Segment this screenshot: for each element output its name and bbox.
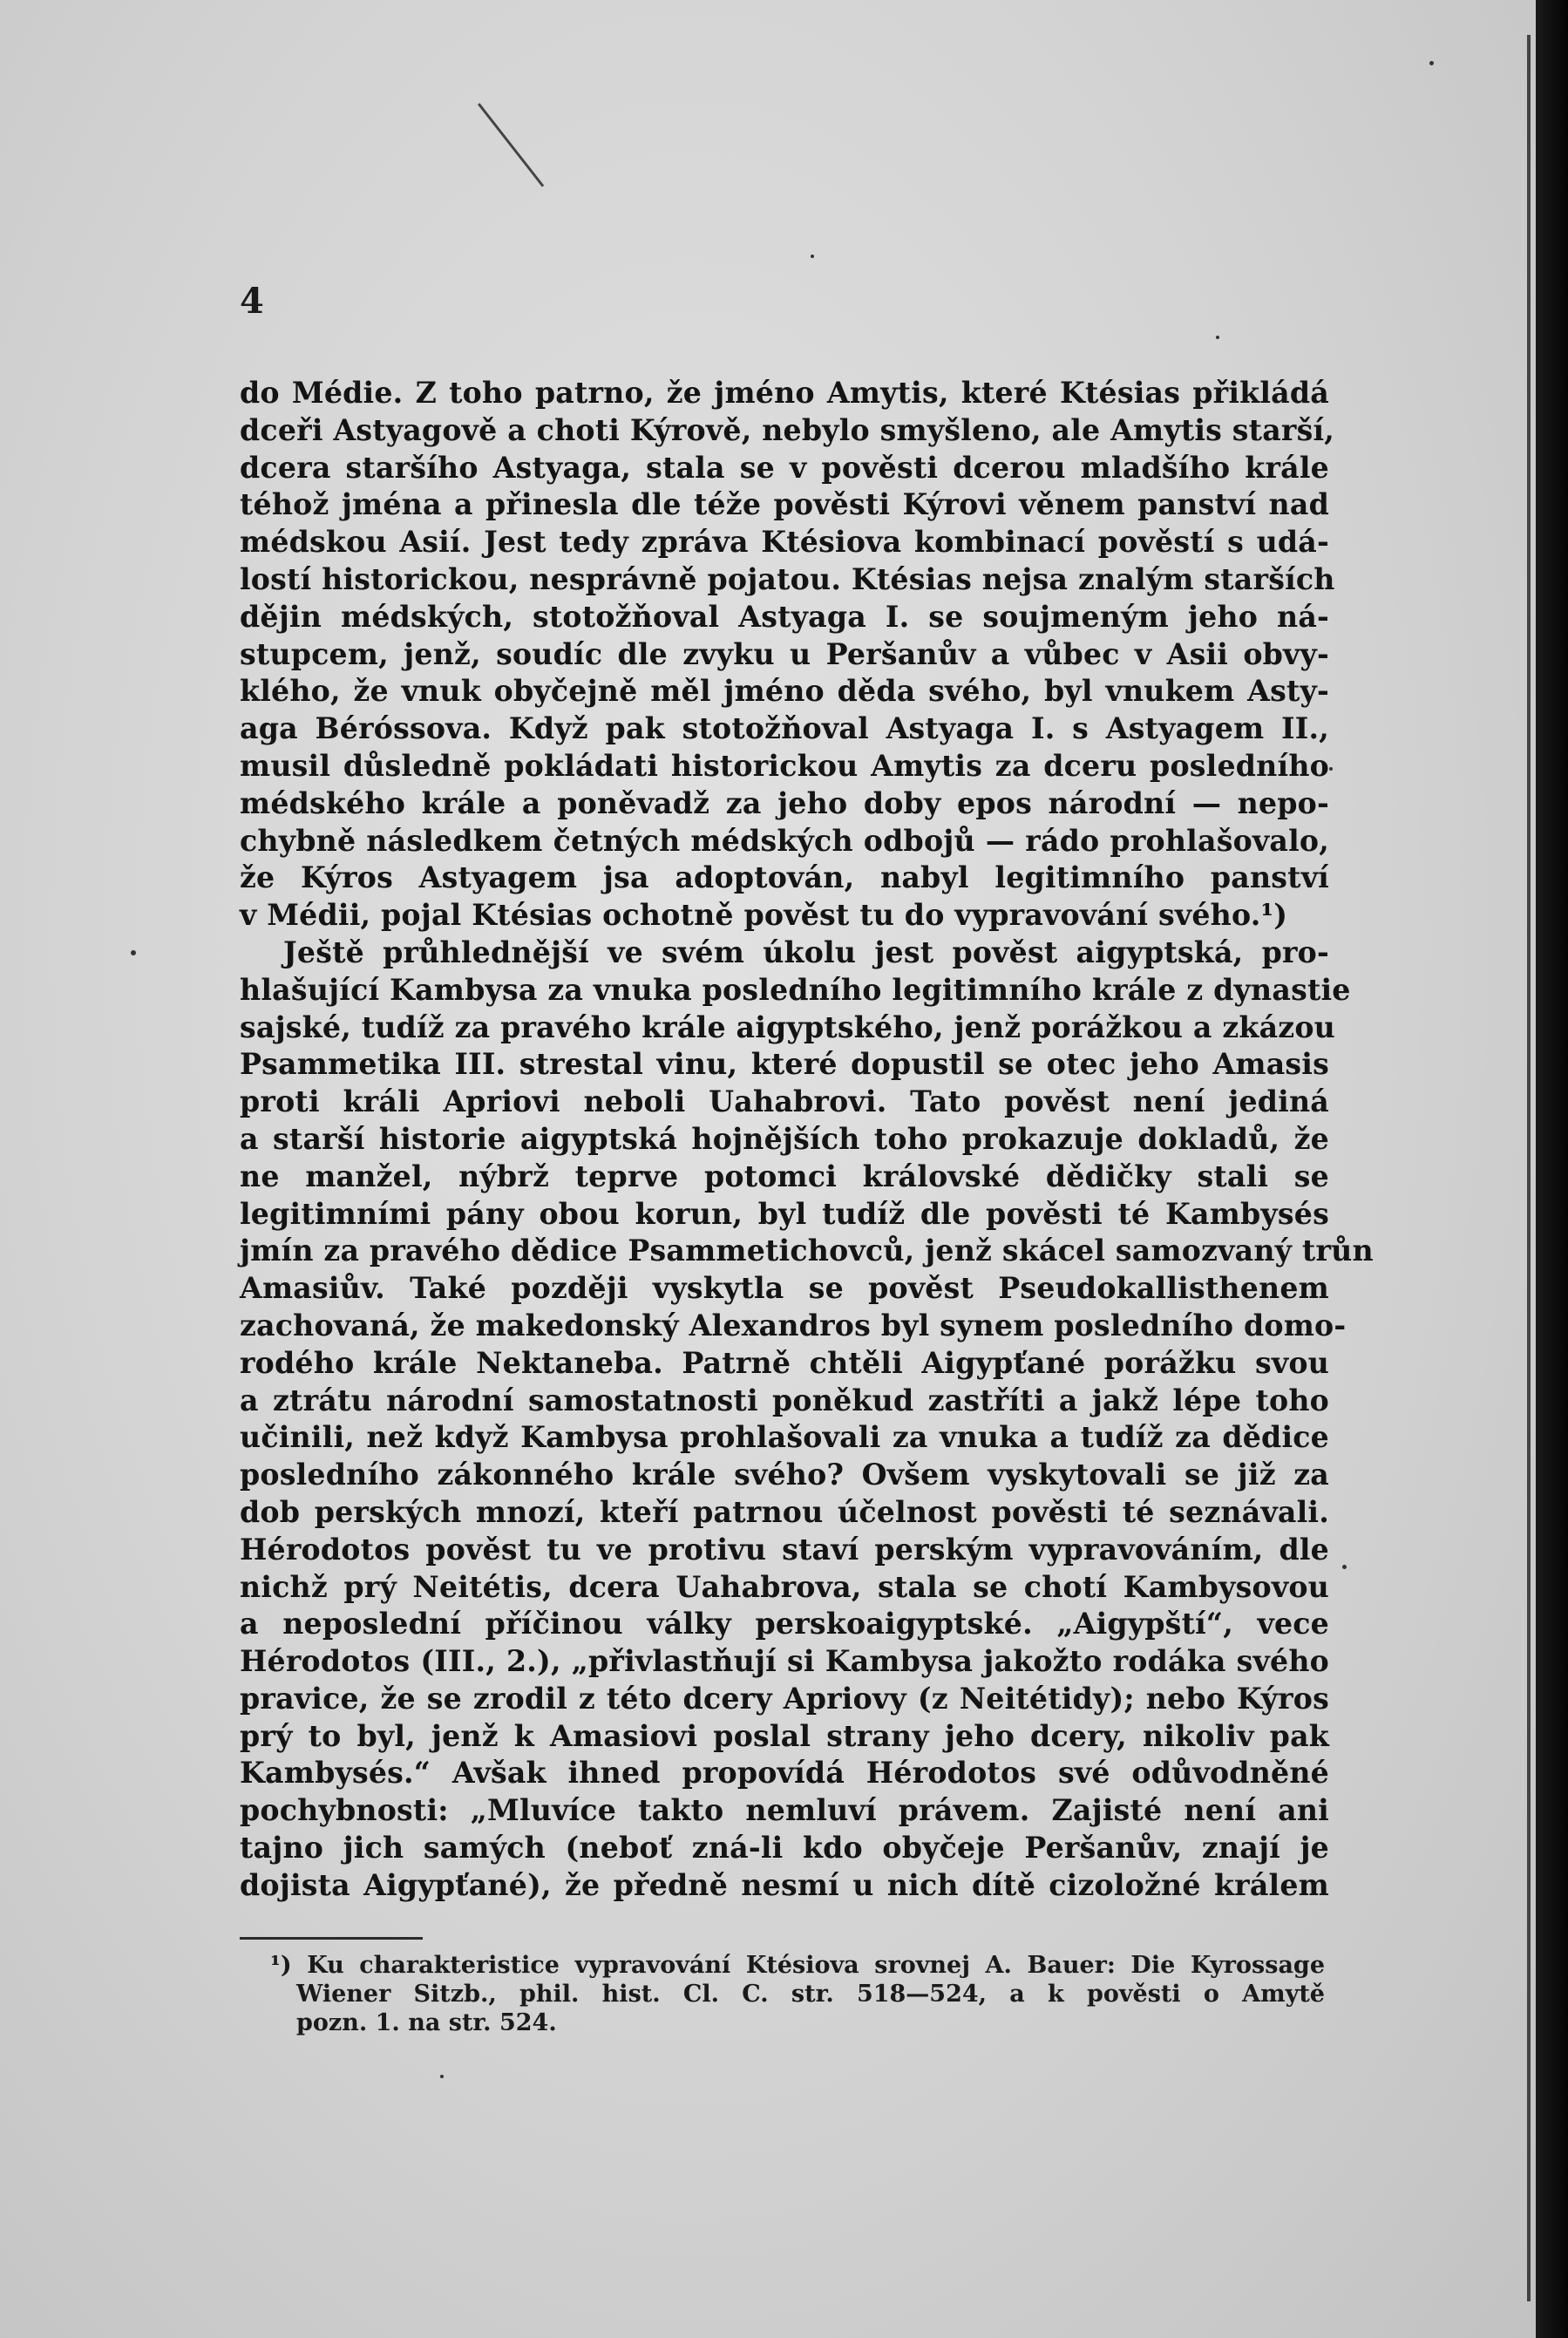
text-line: Amasiův. Také později vyskytla se pověst Pseudokallisthenem [240,1271,1329,1306]
speck [1429,61,1434,65]
text-line: dceři Astyagově a choti Kýrově, nebylo smyšleno, ale Amytis starší, [240,412,1335,447]
text-line: pochybnosti: „Mluvíce takto nemluví právem. Zajisté není ani [240,1793,1329,1828]
text-line: pravice, že se zrodil z této dcery Apriovy (z Neitétidy); nebo Kýros [240,1681,1329,1716]
text-line: Hérodotos pověst tu ve protivu staví perským vypravováním, dle [240,1532,1329,1567]
speck [1216,336,1219,339]
text-line: že Kýros Astyagem jsa adoptován, nabyl legitimního panství [240,860,1329,895]
text-line: a starší historie aigyptská hojnějších toho prokazuje dokladů, že [240,1121,1329,1156]
speck [1342,1565,1347,1569]
speck [131,950,136,955]
footnote-line: pozn. 1. na str. 524. [296,2009,557,2036]
text-line: lostí historickou, nesprávně pojatou. Ktésias nejsa znalým starších [240,561,1335,596]
text-line: chybně následkem četných médských odbojů — rádo prohlašovalo, [240,823,1329,858]
text-line: a ztrátu národní samostatnosti poněkud zastříti a jakž lépe toho [240,1383,1329,1417]
speck [1329,767,1333,771]
text-line: nichž prý Neitétis, dcera Uahabrova, stala se chotí Kambysovou [240,1569,1329,1604]
footnote-line: ¹) Ku charakteristice vypravování Ktésiova srovnej A. Bauer: Die Kyrossage [270,1952,1325,1979]
page-edge-shadow [1527,35,1531,2301]
footnote-line: Wiener Sitzb., phil. hist. Cl. C. str. 518—524, a k pověsti o Amytě [296,1981,1325,2008]
text-line: dob perských mnozí, kteří patrnou účelnost pověsti té seznávali. [240,1494,1329,1529]
text-line: rodého krále Nektaneba. Patrně chtěli Aigypťané porážku svou [240,1345,1329,1380]
scratch-mark [478,103,544,187]
text-line: Psammetika III. strestal vinu, které dopustil se otec jeho Amasis [240,1047,1329,1082]
text-line: klého, že vnuk obyčejně měl jméno děda svého, byl vnukem Asty- [240,674,1329,709]
body-text [240,375,1374,1905]
footnote-divider [240,1937,423,1940]
text-line: jmín za pravého dědice Psammetichovců, jenž skácel samozvaný trůn [240,1234,1374,1268]
text-line: dojista Aigypťané), že předně nesmí u nich dítě cizoložné králem [240,1867,1329,1902]
text-line: sajské, tudíž za pravého krále aigyptského, jenž porážkou a zkázou [240,1009,1336,1044]
text-line: Ještě průhlednější ve svém úkolu jest pověst aigyptská, pro- [283,935,1329,969]
text-line: tajno jich samých (neboť zná-li kdo obyčeje Peršanův, znají je [240,1831,1329,1866]
text-line: dcera staršího Astyaga, stala se v pověsti dcerou mladšího krále [240,450,1329,485]
text-line: do Médie. Z toho patrno, že jméno Amytis, které Ktésias přikládá [240,376,1329,410]
footnotes [270,1951,1325,2037]
text-line: a neposlední příčinou války perskoaigyptské. „Aigypští“, vece [240,1607,1329,1641]
text-line: aga Béróssova. Když pak stotožňoval Astyaga I. s Astyagem II., [240,711,1329,746]
text-line: legitimními pány obou korun, byl tudíž dle pověsti té Kambysés [240,1196,1329,1231]
page-number: 4 [240,281,264,322]
text-line: dějin médských, stotožňoval Astyaga I. se soujmeným jeho ná- [240,599,1329,634]
text-line: Kambysés.“ Avšak ihned propovídá Hérodotos své odůvodněné [240,1756,1329,1791]
text-line: prý to byl, jenž k Amasiovi poslal strany jeho dcery, nikoliv pak [240,1718,1329,1753]
text-line: téhož jména a přinesla dle téže pověsti Kýrovi věnem panství nad [240,487,1329,522]
text-line: musil důsledně pokládati historickou Amytis za dceru posledního [240,748,1329,783]
speck [440,2075,444,2078]
text-line: ne manžel, nýbrž teprve potomci královské dědičky stali se [240,1159,1329,1193]
text-line: médskou Asií. Jest tedy zpráva Ktésiova kombinací pověstí s udá- [240,525,1329,560]
text-line: hlašující Kambysa za vnuka posledního legitimního krále z dynastie [240,972,1351,1007]
text-line: v Médii, pojal Ktésias ochotně pověst tu do vypravování svého.¹) [240,898,1288,933]
text-line: stupcem, jenž, soudíc dle zvyku u Peršanův a vůbec v Asii obvy- [240,636,1329,671]
text-line: učinili, než když Kambysa prohlašovali za vnuka a tudíž za dědice [240,1420,1329,1455]
text-line: proti králi Apriovi neboli Uahabrovi. Tato pověst není jediná [240,1084,1329,1119]
text-line: posledního zákonného krále svého? Ovšem vyskytovali se již za [240,1458,1329,1492]
text-line: médského krále a poněvadž za jeho doby epos národní — nepo- [240,785,1329,820]
text-line: zachovaná, že makedonský Alexandros byl synem posledního domo- [240,1308,1347,1342]
scan-border [1536,0,1568,2338]
text-line: Hérodotos (III., 2.), „přivlastňují si Kambysa jakožto rodáka svého [240,1644,1329,1679]
speck [811,255,814,258]
